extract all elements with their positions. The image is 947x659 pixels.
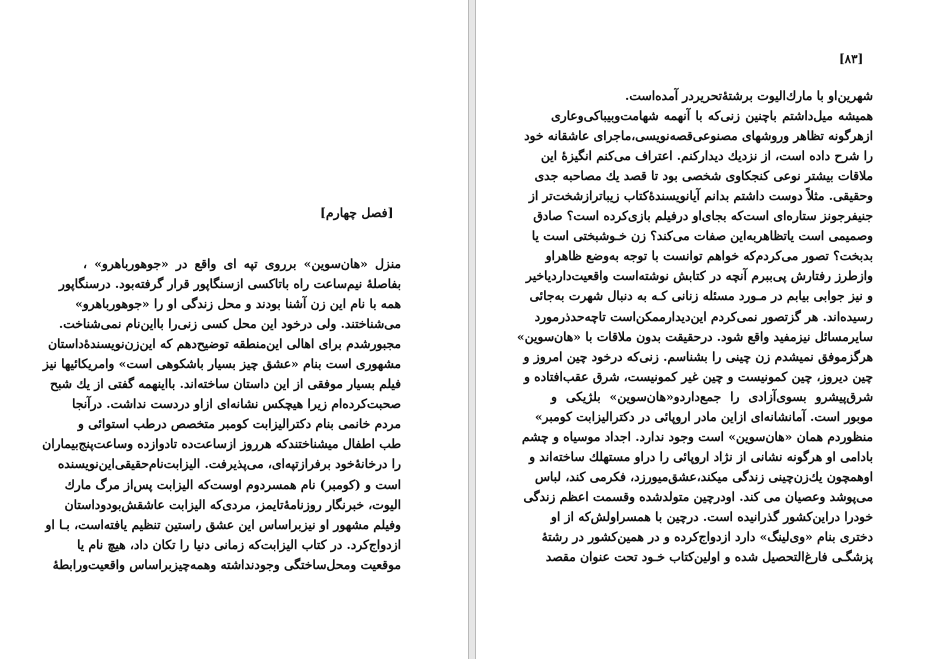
text-line: ملاقات بیشتر نوعی کنجکاوی شخصی بود تا قصد یك مصاحبه جدی (534, 168, 873, 184)
text-line: می‌پوشد وعصیان می کند. اودرچین متولدشده وقسمت اعظم زندگی (523, 488, 873, 504)
text-line: وازطرز رفتارش پی‌ببرم آنچه در کتابش نوشته‌است واقعیت‌داردیاخیر (525, 268, 873, 284)
text-line: موقعیت ومحل‌ساختگی وجودنداشته وهمه‌چیزبراساس واقعیت‌ورابطهٔ (52, 556, 401, 572)
text-line: مجبورشدم برای اهالی این‌منطقه توضیح‌دهم که این‌زن‌نویسندهٔ‌داستان (48, 336, 401, 352)
text-line: است و (کومبر) نام همسردوم اوست‌که الیزابت پس‌از مرگ مارك (64, 476, 401, 492)
text-line: ازدواج‌کرد. در کتاب الیزابت‌که زمانی دنیا را تکان داد، هیچ نام یا (76, 536, 401, 552)
text-line: دختری بنام «وی‌لینگ» دارد ازدواج‌کرده و در همین‌کشور در رشتهٔ (541, 529, 873, 545)
text-line: سایرمسائل نیزمفید واقع شود. درحقیقت بدون ملاقات با «هان‌سوین» (516, 328, 873, 344)
text-line: وصمیمی است یاتظاهر‌به‌این صفات می‌کند؟ زن خـوشبختی است یا (531, 228, 873, 244)
right-page (476, 0, 947, 659)
text-line: هرگزموفق نمیشدم زن چینی را بشناسم. زنی‌که درخود چین امروز و (523, 348, 873, 364)
text-line: همیشه میل‌داشتم باچنین زنی‌که با آنهمه شهامت‌وبیباکی‌وعاری (551, 108, 873, 124)
right-page-text (516, 86, 873, 567)
text-line: فیلم بسیار موفقی از این داستان ساخته‌اند. بااینهمه گفتی از یك شبح (50, 376, 401, 392)
text-line: مردم خانمی بنام دکترالیزابت کومبر متخصص درطب استوائی و (77, 416, 401, 432)
left-page-text (42, 254, 401, 575)
text-line: منزل «هان‌سوین» برروی تپه ای واقع در «جوهورباهرو» ، (83, 256, 401, 271)
text-line: اوهمچون یك‌زن‌چینی زندگی میکند،عشق‌میورزد، فکرمی کند، لباس (534, 468, 873, 484)
text-line: پزشگـی فارغ‌التحصیل شده و اولین‌کتاب خـود تحت عنوان مقصد (545, 549, 873, 565)
text-line: وفیلم مشهور او نیزبراساس این عشق راستین تنظیم یافته‌است، بـا او (45, 516, 401, 532)
text-line: همه با نام این زن آشنا بودند و محل زندگی او را «جوهورباهرو» (75, 296, 401, 312)
text-line: طب اطفال میشناختندکه هرروز ازساعت‌ده تادوازده وساعت‌پنج‌بیماران (42, 436, 401, 452)
text-line: و نیز جوابی بیابم در مـورد مسئله زنانی کـه به دنبال شهرت به‌جائی (529, 288, 873, 304)
text-line: مشهوری است بنام «عشق چیز بسیار باشکوهی است» وامریکائیها نیز (42, 356, 401, 372)
chapter-heading: [فصل چهارم] (320, 205, 394, 220)
page-divider (468, 0, 476, 659)
text-line: الیوت، خبرنگار روزنامهٔ‌تایمز، مردی‌که الیزابت عاشقش‌بودوداستان (64, 496, 401, 512)
text-line: منظوردم همان «هان‌سوین» است وجود ندارد. اجداد موسیاه و چشم (521, 428, 873, 444)
text-line: صحبت‌کرده‌ام زیرا هیچکس نشانه‌ای ازاو دردست نداشت. درآنجا (72, 396, 401, 412)
text-line: موبور است. آمانشانه‌ای ازاین مادر اروپائی در دکترالیزابت کومبر» (534, 408, 873, 424)
text-line: خودرا دراین‌کشور گذرانیده است. درچین با همسراولش‌که از او (550, 508, 873, 524)
text-line: را درخانهٔ‌خود برفرازتپه‌ای، می‌پذیرفت. الیزابت‌نام‌حقیقی‌این‌نویسنده (57, 456, 401, 472)
text-line: وحقیقی. مثلاً دوست داشتم بدانم آیانویسندهٔ‌کتاب زیباترازشخت‌تر از (528, 188, 873, 204)
text-line: رسیده‌اند. هر گزتصور نمی‌کردم این‌دیدارممکن‌است تاچه‌حدذرمورد (534, 308, 873, 324)
text-line: بدبخت؟ تصور می‌کردم‌که خواهم توانست با توجه به‌وضع ظاهراو (545, 248, 873, 264)
text-line: را شرح داده است، از نزدیك دیدارکنم. اعتراف می‌کنم انگیزهٔ این (540, 148, 873, 164)
page-number: [۸۳] (839, 52, 864, 66)
text-line: بفاصلهٔ نیم‌ساعت راه باتاکسی ازسنگاپور قرار گرفته‌بود. درسنگاپور (58, 276, 401, 292)
text-line: شرق‌پیشرو بسوی‌آزادی را جمع‌داردو«هان‌سوین» بلژیکی و (551, 388, 873, 404)
text-line: بادامی او هرگونه نشانی از نژاد اروپائی را دراو مستهلك ساخته‌اند و (529, 448, 873, 464)
text-line: ازهرگونه تظاهر وروشهای مصنوعی‌قصه‌نویسی،ماجرای عاشقانه خود (524, 128, 873, 144)
left-page (0, 0, 468, 659)
text-line: می‌شناختند. ولی درخود این محل کسی زنی‌را بااین‌نام نمی‌شناخت. (58, 316, 401, 332)
text-line: چین دیروز، چین کمونیست و چین غیر کمونیست، شرق عقب‌افتاده و (523, 368, 873, 384)
text-line: شهرین‌او با مارك‌الیوت برشتهٔ‌تحریردر آمده‌است. (625, 88, 873, 103)
text-line: جنیفرجونز ستاره‌ای است‌که بجای‌او درفیلم بازی‌کرده است؟ صادق (533, 208, 873, 224)
